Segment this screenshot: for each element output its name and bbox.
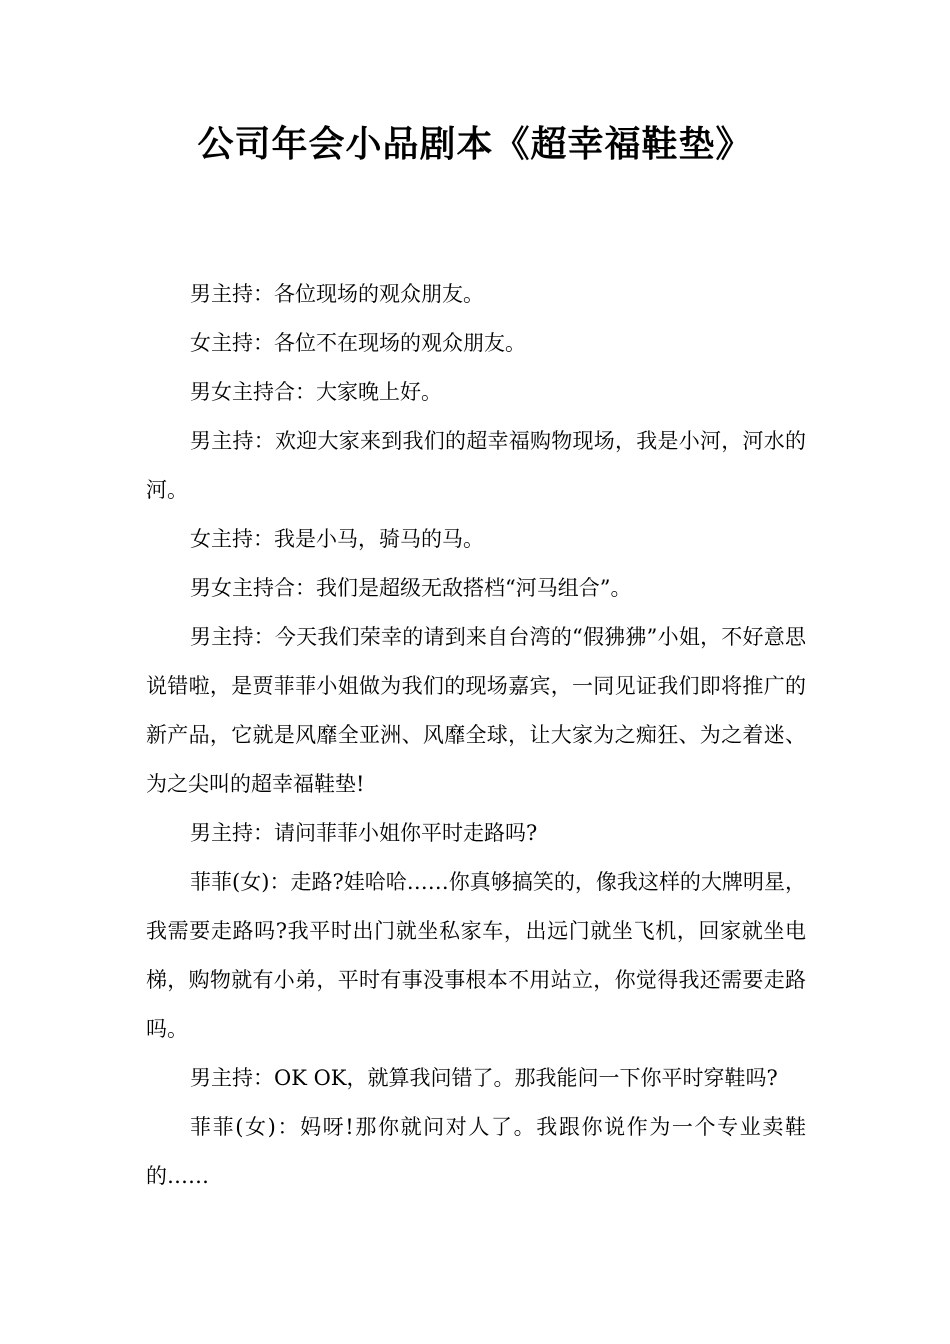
script-line: 菲菲(女)：妈呀!那你就问对人了。我跟你说作为一个专业卖鞋的……	[146, 1115, 806, 1188]
script-line: 女主持：我是小马，骑马的马。	[190, 527, 484, 551]
script-line: 男主持：请问菲菲小姐你平时走路吗?	[190, 821, 538, 845]
document-title: 公司年会小品剧本《超幸福鞋垫》	[197, 123, 753, 165]
script-line: 男女主持合：大家晚上好。	[190, 380, 442, 404]
script-line: 女主持：各位不在现场的观众朋友。	[190, 331, 526, 355]
script-line: 男女主持合：我们是超级无敌搭档“河马组合”。	[190, 576, 632, 600]
script-line: 男主持：各位现场的观众朋友。	[190, 282, 484, 306]
script-line: 菲菲(女)：走路?娃哈哈……你真够搞笑的，像我这样的大牌明星，我需要走路吗?我平时出门就坐私家车，出远门就坐飞机，回家就坐电梯，购物就有小弟，平时有事没事根本不用站立，你觉得我还需要走路吗。	[146, 870, 806, 1041]
script-line: 男主持：OK OK，就算我问错了。那我能问一下你平时穿鞋吗?	[190, 1066, 778, 1090]
script-line: 男主持：今天我们荣幸的请到来自台湾的“假狒狒”小姐，不好意思说错啦，是贾菲菲小姐做为我们的现场嘉宾，一同见证我们即将推广的新产品，它就是风靡全亚洲、风靡全球，让大家为之痴狂、为之着迷、为之尖叫的超幸福鞋垫!	[146, 625, 806, 796]
script-body	[146, 270, 806, 1201]
script-line: 男主持：欢迎大家来到我们的超幸福购物现场，我是小河，河水的河。	[146, 429, 806, 502]
